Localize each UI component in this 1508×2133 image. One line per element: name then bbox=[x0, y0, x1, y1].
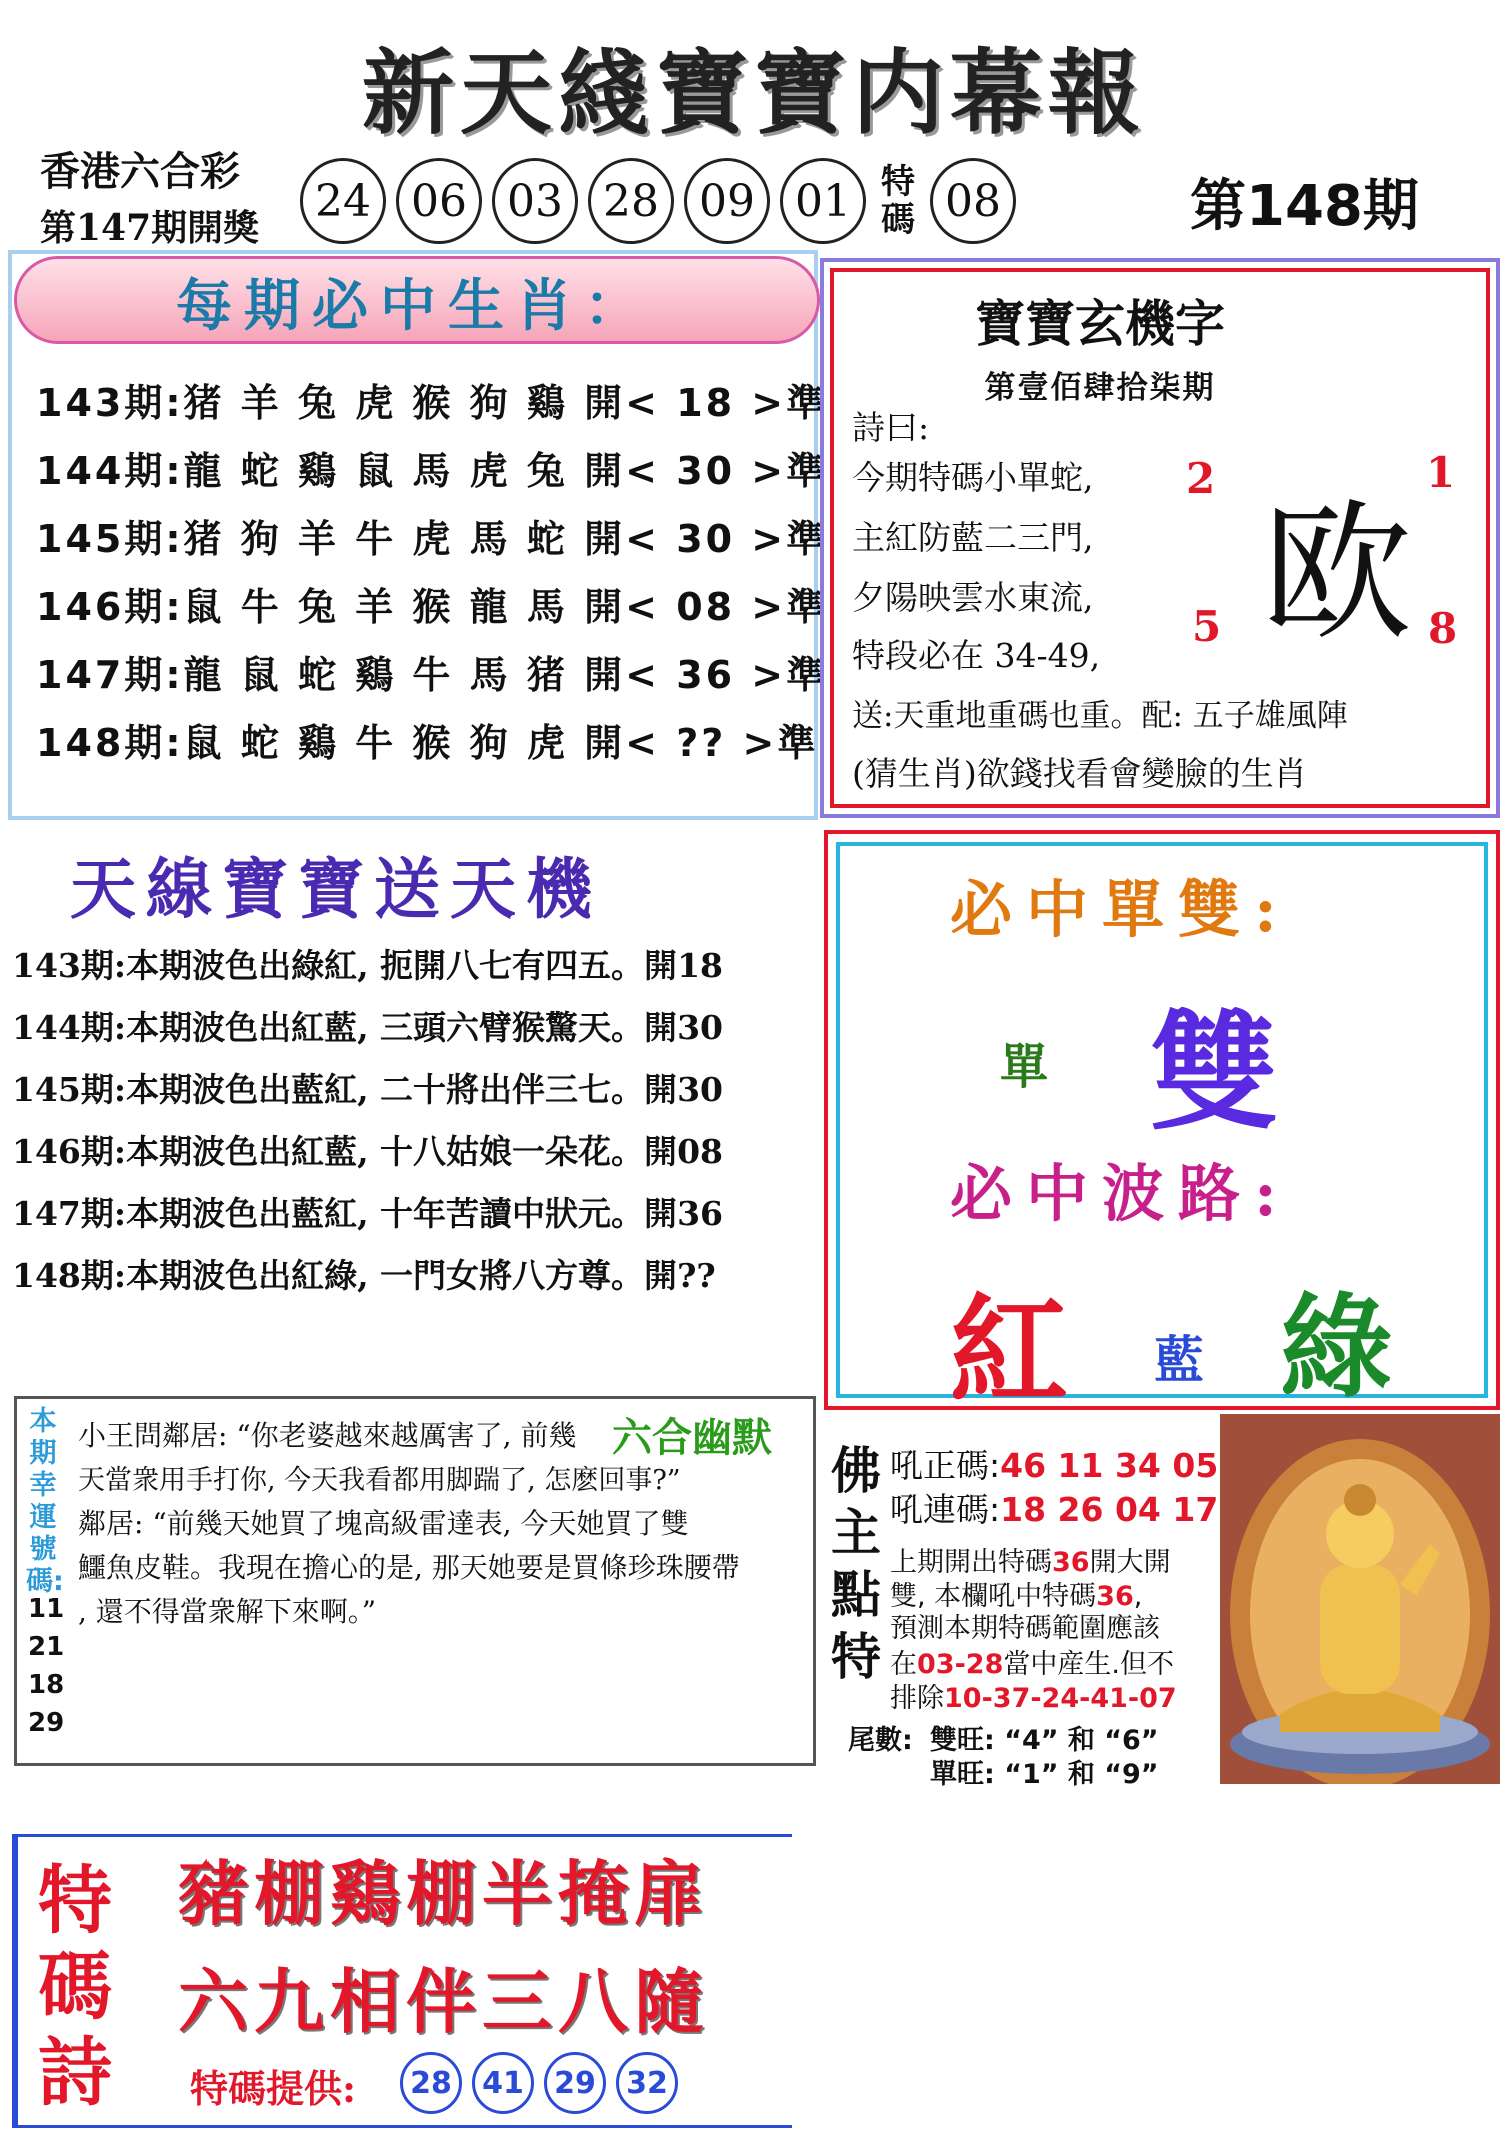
joke-line: 鄰居: “前幾天她買了塊高級雷達表, 今天她買了雙 bbox=[78, 1507, 689, 1540]
joke-line: 小王問鄰居: “你老婆越來越厲害了, 前幾 bbox=[78, 1419, 577, 1452]
roar-link-line bbox=[890, 1484, 1218, 1531]
buddha-text: 雙, 本欄吼中特碼 bbox=[890, 1581, 1097, 1612]
joke-line: , 還不得當衆解下來啊。” bbox=[78, 1595, 377, 1628]
lucky-number: 21 bbox=[28, 1632, 65, 1662]
wave-red: 紅 bbox=[950, 1281, 1069, 1420]
joke-line: 天當衆用手打你, 今天我看都用脚踹了, 怎麽回事?” bbox=[78, 1465, 681, 1496]
buddha-text: 當中産生.但不 bbox=[1003, 1649, 1174, 1680]
tema-ball: 29 bbox=[544, 2052, 606, 2114]
lucky-number: 29 bbox=[28, 1708, 65, 1738]
lucky-numbers bbox=[28, 1590, 65, 1742]
odd-label: 單 bbox=[1000, 1039, 1049, 1095]
poem-label: 詩曰: bbox=[852, 408, 930, 447]
sky-row bbox=[12, 1002, 723, 1049]
tail-label: 尾數: bbox=[848, 1725, 913, 1756]
sky-row bbox=[12, 1064, 723, 1111]
corner-number: 5 bbox=[1192, 602, 1222, 651]
corner-number: 1 bbox=[1426, 448, 1456, 497]
lottery-name: 香港六合彩 bbox=[40, 148, 240, 195]
tema-poem-line: 豬棚鷄棚半掩扉 bbox=[178, 1852, 710, 1935]
roar-main-line bbox=[890, 1440, 1218, 1487]
tail-even: 雙旺: “4” 和 “6” bbox=[930, 1725, 1159, 1756]
lucky-label: 本期幸運號碼: bbox=[26, 1406, 64, 1597]
sky-row-issue: 144 bbox=[12, 1008, 81, 1047]
poem-line: 夕陽映雲水東流, bbox=[852, 578, 1094, 617]
draw-ball: 03 bbox=[492, 158, 578, 244]
sky-row-issue: 145 bbox=[12, 1070, 81, 1109]
sky-row-issue: 147 bbox=[12, 1194, 81, 1233]
sky-row-text: 期:本期波色出綠紅, 扼開八七有四五。開 bbox=[80, 946, 678, 985]
even-label: 雙 bbox=[1150, 998, 1279, 1148]
roar-main-numbers: 46 11 34 05 bbox=[1000, 1446, 1219, 1485]
corner-number: 8 bbox=[1428, 604, 1458, 653]
buddha-highlight: 36 bbox=[1096, 1581, 1134, 1612]
sky-row-num: ?? bbox=[677, 1256, 716, 1295]
draw-numbers bbox=[300, 158, 1016, 244]
sky-row-text: 期:本期波色出紅藍, 三頭六臂猴驚天。開 bbox=[80, 1008, 678, 1047]
roar-link-numbers: 18 26 04 17 bbox=[1000, 1490, 1219, 1529]
wave-blue: 藍 bbox=[1154, 1331, 1204, 1389]
buddha-highlight: 36 bbox=[1052, 1547, 1090, 1578]
zodiac-row: 144期:龍 蛇 鷄 鼠 馬 虎 兔 開< 30 >準 bbox=[36, 449, 828, 493]
draw-ball: 24 bbox=[300, 158, 386, 244]
sky-row-issue: 143 bbox=[12, 946, 81, 985]
sky-title: 天線寶寶送天機 bbox=[70, 850, 602, 928]
buddha-image bbox=[1220, 1414, 1500, 1784]
draw-ball: 06 bbox=[396, 158, 482, 244]
buddha-text: 開大開 bbox=[1089, 1547, 1171, 1578]
sky-row bbox=[12, 940, 723, 987]
draw-ball: 09 bbox=[684, 158, 770, 244]
sky-row bbox=[12, 1188, 723, 1235]
wave-green: 綠 bbox=[1280, 1282, 1392, 1413]
big-character: 欧 bbox=[1262, 487, 1413, 661]
humor-tag: 六合幽默 bbox=[612, 1414, 772, 1461]
gift-line: 送:天重地重碼也重。配: 五子雄風陣 bbox=[852, 698, 1348, 734]
sky-row-issue: 146 bbox=[12, 1132, 81, 1171]
poem-line: 今期特碼小單蛇, bbox=[852, 458, 1094, 497]
sky-row-num: 30 bbox=[677, 1008, 723, 1047]
special-label: 特碼 bbox=[881, 162, 915, 240]
tema-poem-line: 六九相伴三八隨 bbox=[178, 1960, 710, 2043]
tema-label: 特碼詩 bbox=[38, 1858, 112, 2116]
sky-row-text: 期:本期波色出紅綠, 一門女將八方尊。開 bbox=[80, 1256, 678, 1295]
sky-row-text: 期:本期波色出藍紅, 二十將出伴三七。開 bbox=[80, 1070, 678, 1109]
machine-title: 寶寶玄機字 bbox=[975, 294, 1225, 353]
tema-provide-label: 特碼提供: bbox=[190, 2066, 357, 2111]
poem-line: 主紅防藍二三門, bbox=[852, 518, 1094, 557]
sky-row-num: 08 bbox=[677, 1132, 723, 1171]
zodiac-title: 每期必中生肖： bbox=[176, 273, 652, 339]
buddha-label: 佛主點特 bbox=[831, 1441, 881, 1686]
joke-line: 鱷魚皮鞋。我現在擔心的是, 那天她要是買條珍珠腰帶 bbox=[78, 1551, 740, 1584]
buddha-highlight: 03-28 bbox=[917, 1649, 1004, 1680]
sky-row bbox=[12, 1250, 716, 1297]
lucky-number: 11 bbox=[28, 1594, 65, 1624]
buddha-text-line bbox=[890, 1676, 1177, 1715]
sky-row-num: 30 bbox=[677, 1070, 723, 1109]
sky-row bbox=[12, 1126, 723, 1173]
issue-number: 第148期 bbox=[1190, 174, 1419, 239]
draw-ball: 01 bbox=[780, 158, 866, 244]
buddha-text: 排除 bbox=[890, 1683, 944, 1714]
sky-row-text: 期:本期波色出藍紅, 十年苦讀中狀元。開 bbox=[80, 1194, 678, 1233]
zodiac-row: 147期:龍 鼠 蛇 鷄 牛 馬 猪 開< 36 >準 bbox=[36, 653, 828, 697]
zodiac-row: 143期:猪 羊 兔 虎 猴 狗 鷄 開< 18 >準 bbox=[36, 381, 828, 425]
special-ball: 08 bbox=[930, 158, 1016, 244]
buddha-highlight: 10-37-24-41-07 bbox=[944, 1683, 1177, 1714]
roar-link-label: 吼連碼: bbox=[890, 1490, 1001, 1529]
wave-title: 必中波路: bbox=[950, 1157, 1291, 1230]
sky-row-num: 36 bbox=[677, 1194, 723, 1233]
tema-ball: 28 bbox=[400, 2052, 462, 2114]
buddha-text: 上期開出特碼 bbox=[890, 1547, 1052, 1578]
corner-number: 2 bbox=[1186, 454, 1216, 503]
roar-main-label: 吼正碼: bbox=[890, 1446, 1001, 1485]
zodiac-row: 146期:鼠 牛 兔 羊 猴 龍 馬 開< 08 >準 bbox=[36, 585, 828, 629]
sky-row-text: 期:本期波色出紅藍, 十八姑娘一朵花。開 bbox=[80, 1132, 678, 1171]
riddle-line: (猜生肖)欲錢找看會變臉的生肖 bbox=[852, 754, 1307, 793]
tema-ball: 32 bbox=[616, 2052, 678, 2114]
buddha-text: , bbox=[1133, 1581, 1143, 1612]
sky-row-num: 18 bbox=[677, 946, 723, 985]
draw-ball: 28 bbox=[588, 158, 674, 244]
tail-odd: 單旺: “1” 和 “9” bbox=[930, 1759, 1159, 1790]
last-draw-label: 第147期開獎 bbox=[40, 207, 260, 249]
buddha-text-line: 預測本期特碼範圍應該 bbox=[890, 1613, 1160, 1644]
odd-even-title: 必中單雙: bbox=[950, 873, 1291, 946]
lucky-number: 18 bbox=[28, 1670, 65, 1700]
buddha-text: 在 bbox=[890, 1649, 917, 1680]
machine-subtitle: 第壹佰肆拾柒期 bbox=[984, 370, 1216, 406]
newspaper-title: 新天綫寶寶内幕報 bbox=[361, 39, 1146, 147]
tema-ball: 41 bbox=[472, 2052, 534, 2114]
tema-numbers bbox=[400, 2052, 678, 2114]
zodiac-row: 145期:猪 狗 羊 牛 虎 馬 蛇 開< 30 >準 bbox=[36, 517, 828, 561]
poem-line: 特段必在 34-49, bbox=[852, 636, 1101, 675]
sky-row-issue: 148 bbox=[12, 1256, 81, 1295]
zodiac-row: 148期:鼠 蛇 鷄 牛 猴 狗 虎 開< ?? >準 bbox=[36, 721, 819, 765]
